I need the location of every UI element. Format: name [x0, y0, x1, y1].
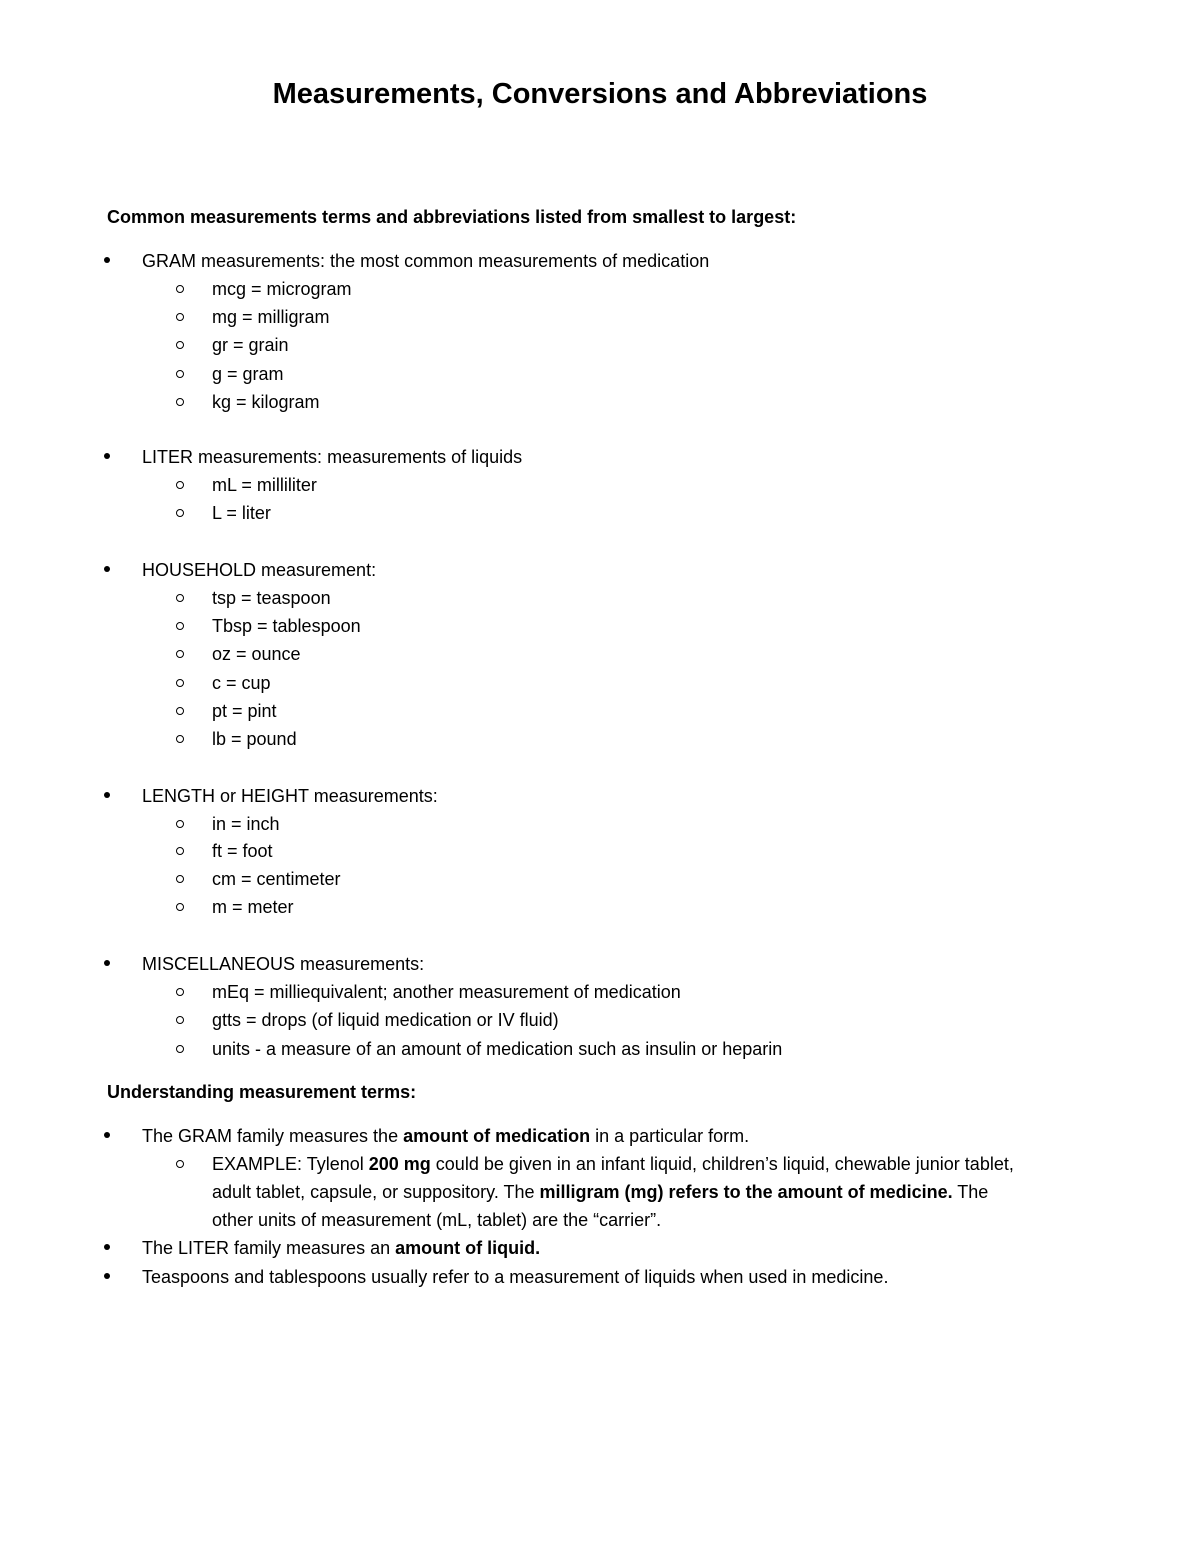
- text-run: EXAMPLE: Tylenol: [212, 1154, 369, 1174]
- section-heading-common-terms: Common measurements terms and abbreviations listed from smallest to largest:: [107, 207, 797, 227]
- bullet-icon: [104, 1122, 114, 1132]
- text-run: in a particular form.: [590, 1126, 750, 1146]
- list-item: tsp = teaspoon: [212, 588, 331, 608]
- example-line-3: other units of measurement (mL, tablet) are the “carrier”.: [212, 1210, 662, 1230]
- bullet-icon: [104, 950, 114, 960]
- list-item: units - a measure of an amount of medication such as insulin or heparin: [212, 1039, 783, 1059]
- group-label-miscellaneous: MISCELLANEOUS measurements:: [142, 954, 425, 974]
- sub-bullet-icon: [176, 303, 186, 331]
- bullet-icon: [104, 247, 114, 257]
- sub-bullet-icon: [176, 725, 186, 753]
- list-item: mcg = microgram: [212, 279, 352, 299]
- explanation-liter-family: [142, 1234, 540, 1262]
- list-item: mg = milligram: [212, 307, 330, 327]
- group-label-gram: GRAM measurements: the most common measurements of medication: [142, 251, 710, 271]
- example-line-1: [212, 1150, 1014, 1178]
- explanation-teaspoons: Teaspoons and tablespoons usually refer to a measurement of liquids when used in medicine.: [142, 1267, 889, 1287]
- list-item: cm = centimeter: [212, 869, 341, 889]
- list-item: mL = milliliter: [212, 475, 317, 495]
- list-item: lb = pound: [212, 729, 297, 749]
- bullet-icon: [104, 1263, 114, 1273]
- sub-bullet-icon: [176, 471, 186, 499]
- text-run-bold: milligram (mg) refers to the amount of medicine.: [539, 1182, 953, 1202]
- section-heading-understanding: Understanding measurement terms:: [107, 1082, 417, 1102]
- page-title: Measurements, Conversions and Abbreviations: [272, 78, 928, 110]
- sub-bullet-icon: [176, 331, 186, 359]
- sub-bullet-icon: [176, 360, 186, 388]
- text-run: could be given in an infant liquid, children’s liquid, chewable junior tablet,: [430, 1154, 1014, 1174]
- sub-bullet-icon: [176, 669, 186, 697]
- text-run-bold: amount of liquid.: [395, 1238, 541, 1258]
- sub-bullet-icon: [176, 499, 186, 527]
- sub-bullet-icon: [176, 810, 186, 838]
- bullet-icon: [104, 1234, 114, 1244]
- explanation-gram-family: [142, 1122, 749, 1150]
- sub-bullet-icon: [176, 893, 186, 921]
- group-label-length: LENGTH or HEIGHT measurements:: [142, 786, 438, 806]
- list-item: L = liter: [212, 503, 271, 523]
- list-item: c = cup: [212, 673, 271, 693]
- group-label-liter: LITER measurements: measurements of liquids: [142, 447, 523, 467]
- sub-bullet-icon: [176, 640, 186, 668]
- text-run: The: [952, 1182, 989, 1202]
- text-run-bold: amount of medication: [403, 1126, 591, 1146]
- list-item: oz = ounce: [212, 644, 301, 664]
- sub-bullet-icon: [176, 865, 186, 893]
- sub-bullet-icon: [176, 275, 186, 303]
- list-item: gr = grain: [212, 335, 289, 355]
- sub-bullet-icon: [176, 612, 186, 640]
- text-run: The GRAM family measures the: [142, 1126, 404, 1146]
- sub-bullet-icon: [176, 584, 186, 612]
- bullet-icon: [104, 443, 114, 453]
- list-item: kg = kilogram: [212, 392, 320, 412]
- bullet-icon: [104, 782, 114, 792]
- list-item: pt = pint: [212, 701, 277, 721]
- example-line-2: [212, 1178, 988, 1206]
- list-item: g = gram: [212, 364, 284, 384]
- list-item: m = meter: [212, 897, 294, 917]
- sub-bullet-icon: [176, 1006, 186, 1034]
- sub-bullet-icon: [176, 978, 186, 1006]
- bullet-icon: [104, 556, 114, 566]
- sub-bullet-icon: [176, 1150, 186, 1178]
- list-item: in = inch: [212, 814, 280, 834]
- text-run-bold: 200 mg: [368, 1154, 431, 1174]
- text-run: The LITER family measures an: [142, 1238, 396, 1258]
- group-label-household: HOUSEHOLD measurement:: [142, 560, 377, 580]
- list-item: gtts = drops (of liquid medication or IV fluid): [212, 1010, 559, 1030]
- sub-bullet-icon: [176, 388, 186, 416]
- sub-bullet-icon: [176, 697, 186, 725]
- list-item: ft = foot: [212, 841, 273, 861]
- list-item: Tbsp = tablespoon: [212, 616, 361, 636]
- sub-bullet-icon: [176, 1035, 186, 1063]
- list-item: mEq = milliequivalent; another measurement of medication: [212, 982, 681, 1002]
- text-run: adult tablet, capsule, or suppository. The: [212, 1182, 540, 1202]
- sub-bullet-icon: [176, 837, 186, 865]
